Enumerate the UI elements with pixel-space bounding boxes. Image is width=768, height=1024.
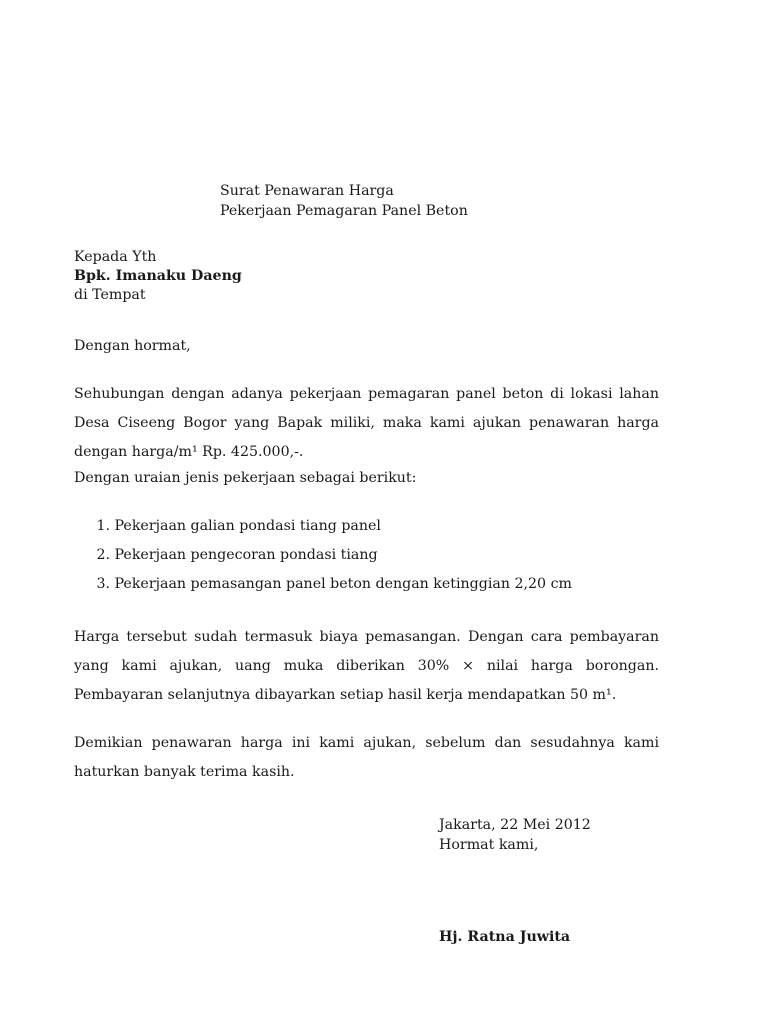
- recipient-salutation: Kepada Yth: [74, 249, 157, 265]
- list-item-text: Pekerjaan pengecoran pondasi tiang: [114, 547, 378, 563]
- recipient-place: di Tempat: [74, 287, 146, 303]
- regards: Hormat kami,: [439, 837, 539, 853]
- list-item-text: Pekerjaan pemasangan panel beton dengan ketinggian 2,20 cm: [114, 576, 572, 592]
- list-item: [74, 545, 572, 574]
- list-item: [74, 516, 572, 545]
- paragraph-closing: Demikian penawaran harga ini kami ajukan, sebelum dan sesudahnya kami haturkan banyak terima kasih.: [74, 735, 659, 780]
- letter-title: [220, 181, 468, 221]
- list-item-number: 2.: [96, 547, 110, 563]
- work-items-list: [74, 516, 572, 603]
- paragraph-offer: Sehubungan dengan adanya pekerjaan pemagaran panel beton di lokasi lahan Desa Ciseeng Bogor yang Bapak miliki, maka kami ajukan penawaran harga dengan harga/m¹ Rp. 425.000,-.: [74, 386, 659, 460]
- recipient-block: [74, 248, 659, 305]
- list-item-number: 3.: [96, 576, 110, 592]
- paragraph-list-intro: Dengan uraian jenis pekerjaan sebagai berikut:: [74, 470, 417, 486]
- letter-title-line-1: Surat Penawaran Harga: [220, 183, 394, 199]
- list-item-text: Pekerjaan galian pondasi tiang panel: [114, 518, 381, 534]
- letter-title-line-2: Pekerjaan Pemagaran Panel Beton: [220, 203, 468, 219]
- recipient-name: Bpk. Imanaku Daeng: [74, 268, 242, 284]
- greeting: Dengan hormat,: [74, 338, 191, 354]
- place-date: Jakarta, 22 Mei 2012: [439, 817, 591, 833]
- list-item: [74, 574, 572, 603]
- paragraph-payment: Harga tersebut sudah termasuk biaya pemasangan. Dengan cara pembayaran yang kami ajukan, uang muka diberikan 30% × nilai harga borongan. Pembayaran selanjutnya dibayarkan setiap hasil kerja mendapatkan 50 m¹.: [74, 629, 659, 703]
- signer-name: Hj. Ratna Juwita: [439, 929, 571, 945]
- list-item-number: 1.: [96, 518, 110, 534]
- closing-block: [439, 815, 591, 855]
